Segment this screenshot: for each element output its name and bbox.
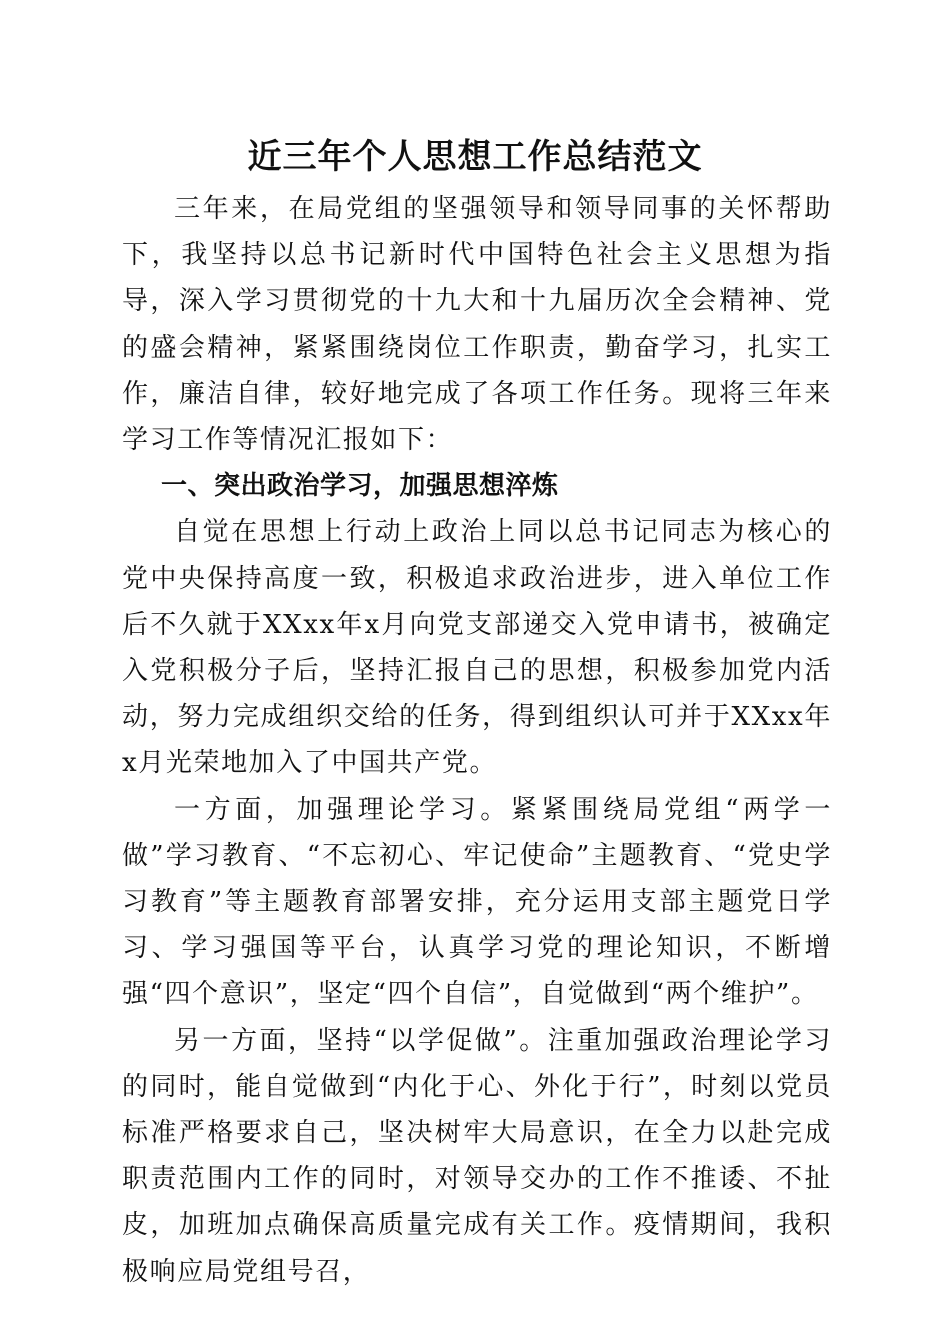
section-heading: 一、突出政治学习，加强思想淬炼: [161, 471, 559, 502]
paragraph-learning-practice: 另一方面，坚持“以学促做”。注重加强政治理论学习的同时，能自觉做到“内化于心、外化于行”，时刻以党员标准严格要求自己，坚决树牢大局意识，在全力以赴完成职责范围内工作的同时，对领导交办的工作不推诿、不扯皮，加班加点确保高质量完成有关工作。疫情期间，我积极响应局党组号召，: [122, 1025, 832, 1287]
document-title: 近三年个人思想工作总结范文: [247, 137, 703, 177]
document-body: [122, 186, 832, 1295]
paragraph-party-membership: 自觉在思想上行动上政治上同以总书记同志为核心的党中央保持高度一致，积极追求政治进步，进入单位工作后不久就于XXxx年x月向党支部递交入党申请书，被确定入党积极分子后，坚持汇报自己的思想，积极参加党内活动，努力完成组织交给的任务，得到组织认可并于XXxx年x月光荣地加入了中国共产党。: [122, 517, 832, 779]
intro-paragraph: 三年来，在局党组的坚强领导和领导同事的关怀帮助下，我坚持以总书记新时代中国特色社会主义思想为指导，深入学习贯彻党的十九大和十九届历次全会精神、党的盛会精神，紧紧围绕岗位工作职责，勤奋学习，扎实工作，廉洁自律，较好地完成了各项工作任务。现将三年来学习工作等情况汇报如下：: [122, 194, 832, 456]
paragraph-theory-study: 一方面，加强理论学习。紧紧围绕局党组“两学一做”学习教育、“不忘初心、牢记使命”主题教育、“党史学习教育”等主题教育部署安排，充分运用支部主题党日学习、学习强国等平台，认真学习党的理论知识，不断增强“四个意识”，坚定“四个自信”，自觉做到“两个维护”。: [122, 794, 832, 1010]
